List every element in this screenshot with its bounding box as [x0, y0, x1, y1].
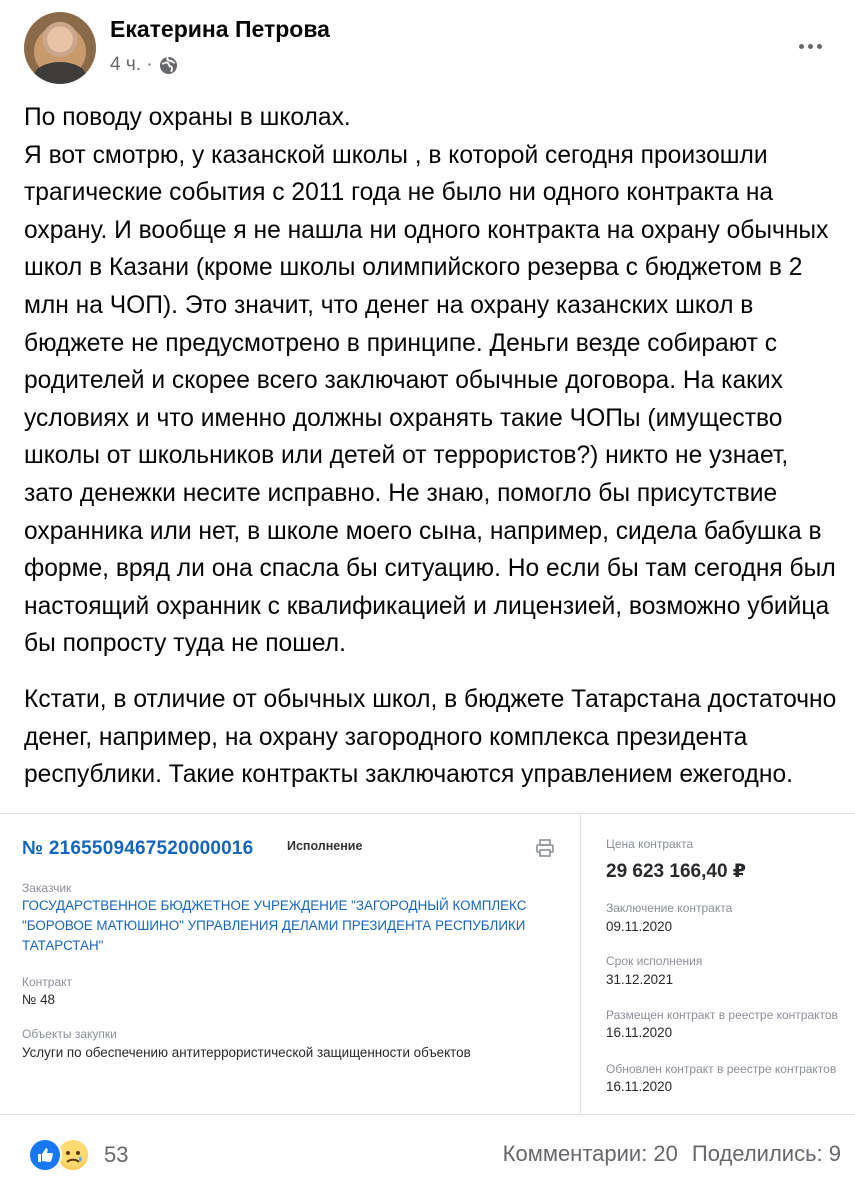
post-paragraph-1: По поводу охраны в школах. Я вот смотрю, у казанской школы , в которой сегодня произошли трагические события с 2011 года не было ни одного контракта на охрану. И вообще я не нашла ни одного контракта на охрану обычных школ в Казани (кроме школы олимпийского резерва с бюджетом в 2 млн на ЧОП). Это значит, что денег на охрану казанских школ в бюджете не предусмотрено в принципе. Деньги везде собирают с родителей и скорее всего заключают обычные договора. На каких условиях и что именно должны охранять такие ЧОПы (имущество школы от школьников или детей от террористов?) никто не узнает, зато денежки несите исправно. Не знаю, помогло бы присутствие охранника или нет, в школе моего сына, например, сидела бабушка в форме, вряд ли она спасла бы ситуацию. Но если бы там сегодня был настоящий охранник с квалификацией и лицензией, возможно убийца бы попросту туда не пошел. [24, 104, 836, 658]
contract-number-link[interactable]: № 2165509467520000016 [22, 838, 254, 859]
author-name[interactable]: Екатерина Петрова [110, 16, 330, 42]
posted-label: Размещен контракт в реестре контрактов [606, 1008, 838, 1022]
conclusion-label: Заключение контракта [606, 901, 733, 915]
comments-count[interactable]: Комментарии: 20 [502, 1141, 678, 1166]
author-avatar[interactable] [24, 12, 96, 84]
contract-card[interactable] [0, 813, 855, 1115]
post-time[interactable]: 4 ч. · [110, 54, 153, 75]
contract-status: Исполнение [287, 839, 363, 853]
customer-label: Заказчик [22, 881, 72, 895]
reactions-summary[interactable] [28, 1138, 128, 1172]
post-footer [0, 1130, 855, 1180]
updated-label: Обновлен контракт в реестре контрактов [606, 1062, 837, 1076]
price-label: Цена контракта [606, 837, 694, 851]
more-options-icon[interactable] [795, 36, 825, 56]
print-icon[interactable] [535, 838, 555, 858]
customer-link[interactable]: ГОСУДАРСТВЕННОЕ БЮДЖЕТНОЕ УЧРЕЖДЕНИЕ "ЗАГОРОДНЫЙ КОМПЛЕКС "БОРОВОЕ МАТЮШИНО" УПРАВЛЕНИЯ ДЕЛАМИ ПРЕЗИДЕНТА РЕСПУБЛИКИ ТАТАРСТАН" [22, 898, 527, 953]
like-reaction-icon [28, 1138, 62, 1172]
contract-value: № 48 [22, 992, 55, 1007]
card-divider [580, 814, 581, 1114]
reaction-count: 53 [104, 1142, 129, 1167]
updated-value: 16.11.2020 [606, 1079, 673, 1094]
price-value: 29 623 166,40 ₽ [606, 861, 747, 882]
shares-count[interactable]: Поделились: 9 [691, 1141, 841, 1166]
post-meta [110, 54, 178, 76]
conclusion-value: 09.11.2020 [606, 919, 673, 934]
post-body [24, 99, 839, 794]
post-paragraph-2: Кстати, в отличие от обычных школ, в бюджете Татарстана достаточно денег, например, на охрану загородного комплекса президента республики. Такие контракты заключаются управлением ежегодно. [24, 685, 837, 789]
deadline-label: Срок исполнения [606, 954, 703, 968]
globe-icon [159, 56, 178, 75]
objects-label: Объекты закупки [22, 1027, 117, 1041]
deadline-value: 31.12.2021 [606, 972, 674, 987]
post-header [0, 0, 855, 96]
objects-value: Услуги по обеспечению антитеррористической защищенности объектов [22, 1045, 471, 1060]
contract-main-info [0, 814, 580, 1114]
footer-stats [503, 1141, 841, 1167]
contract-label: Контракт [22, 975, 73, 989]
posted-value: 16.11.2020 [606, 1025, 673, 1040]
contract-side-info [606, 814, 851, 1114]
